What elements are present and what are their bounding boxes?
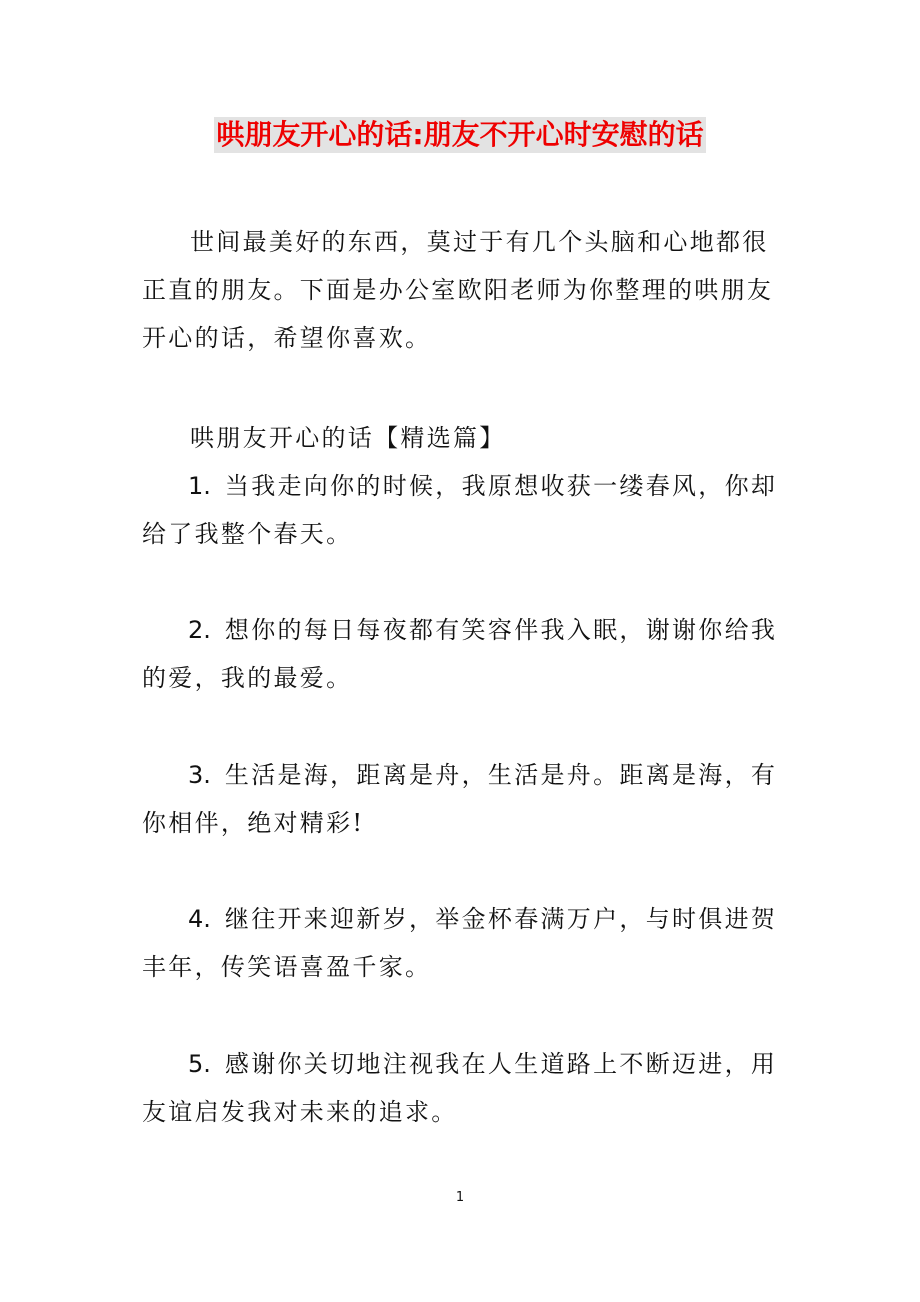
document-title: 哄朋友开心的话:朋友不开心时安慰的话 [216,118,704,151]
item-number: 3. [188,761,211,789]
page-number: 1 [455,1190,465,1205]
list-item [142,751,782,847]
item-number: 1. [188,472,211,500]
item-number: 4. [188,905,211,933]
section-heading: 哄朋友开心的话【精选篇】 [190,424,506,452]
item-text: 生活是海，距离是舟，生活是舟。距离是海，有你相伴，绝对精彩! [142,761,778,837]
title-container [0,117,920,153]
item-text: 继往开来迎新岁，举金杯春满万户，与时俱进贺丰年，传笑语喜盈千家。 [142,905,778,981]
item-number: 2. [188,616,211,644]
item-text: 想你的每日每夜都有笑容伴我入眠，谢谢你给我的爱，我的最爱。 [142,616,778,692]
item-number: 5. [188,1050,211,1078]
list-item [142,462,782,558]
list-item [142,1040,782,1136]
intro-paragraph: 世间最美好的东西，莫过于有几个头脑和心地都很正直的朋友。下面是办公室欧阳老师为你整理的哄朋友开心的话，希望你喜欢。 [142,228,774,352]
item-text: 当我走向你的时候，我原想收获一缕春风，你却给了我整个春天。 [142,472,778,548]
list-item [142,606,782,702]
item-text: 感谢你关切地注视我在人生道路上不断迈进，用友谊启发我对未来的追求。 [142,1050,778,1126]
list-item [142,895,782,991]
